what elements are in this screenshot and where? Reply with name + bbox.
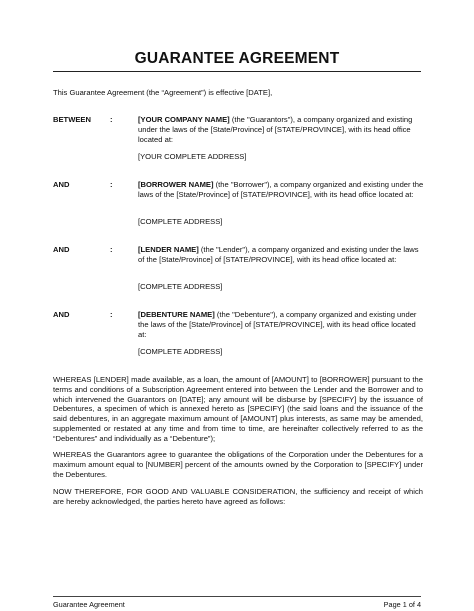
party-description [138, 245, 425, 265]
whereas-paragraph-loan: WHEREAS [LENDER] made available, as a loan, the amount of [AMOUNT] to [BORROWER] pursuant to the terms and conditions of a Subscription Agreement entered into between the Lender and the Borrower and to which intervened the Guarantors on [DATE]; any amount will be disburse by [SPECIFY] by the issuance of Debentures, a specimen of which is annexed hereto as [SPECIFY] (the said loans and the issuance of the said debentures, in an aggregate maximum amount of [AMOUNT] plus interests, as same may be amended, supplemented or restated at any time and from time to time, are hereinafter collectively referred to as the “Debentures” and individually as a “Debenture”); [53, 375, 423, 443]
whereas-paragraph-guarantee: WHEREAS the Guarantors agree to guarantee the obligations of the Corporation under the Debentures for a maximum amount equal to [NUMBER] percent of the amounts owned by the Corporation to [SPECIFY] under the Debentures. [53, 450, 423, 479]
party-description [138, 310, 425, 339]
footer-rule [53, 596, 421, 597]
party-address: [COMPLETE ADDRESS] [138, 282, 223, 291]
party-address: [COMPLETE ADDRESS] [138, 347, 223, 356]
party-label: AND [53, 245, 70, 254]
party-description [138, 180, 425, 200]
party-colon: : [110, 245, 113, 254]
party-description-text: (the "Debenture"), a company organized and existing under the laws of the [State/Province] of [STATE/PROVINCE], with its head office located at: [138, 310, 417, 339]
party-label: AND [53, 310, 70, 319]
now-therefore-paragraph: NOW THEREFORE, FOR GOOD AND VALUABLE CONSIDERATION, the sufficiency and receipt of which are hereby acknowledged, the parties hereto have agreed as follows: [53, 487, 423, 506]
party-name: [BORROWER NAME] [138, 180, 214, 189]
intro-paragraph: This Guarantee Agreement (the “Agreement”) is effective [DATE], [53, 88, 273, 97]
party-colon: : [110, 310, 113, 319]
party-description-text: (the "Guarantors"), a company organized and existing under the laws of the [State/Province] of [STATE/PROVINCE], with its head office located at: [138, 115, 413, 144]
party-colon: : [110, 115, 113, 124]
party-colon: : [110, 180, 113, 189]
footer-document-name: Guarantee Agreement [53, 600, 125, 609]
party-name: [DEBENTURE NAME] [138, 310, 215, 319]
party-label: BETWEEN [53, 115, 91, 124]
party-name: [YOUR COMPANY NAME] [138, 115, 230, 124]
party-address: [YOUR COMPLETE ADDRESS] [138, 152, 247, 161]
party-label: AND [53, 180, 70, 189]
footer-page-number: Page 1 of 4 [383, 600, 421, 609]
party-address: [COMPLETE ADDRESS] [138, 217, 223, 226]
party-name: [LENDER NAME] [138, 245, 199, 254]
title-underline [53, 71, 421, 72]
party-description-text: (the "Borrower"), a company organized and existing under the laws of the [State/Province] of [STATE/PROVINCE], with its head office located at: [138, 180, 424, 199]
document-title: GUARANTEE AGREEMENT [134, 50, 340, 67]
party-description [138, 115, 425, 144]
party-description-text: (the "Lender"), a company organized and existing under the laws of the [State/Province] of [STATE/PROVINCE], with its head office located at: [138, 245, 419, 264]
